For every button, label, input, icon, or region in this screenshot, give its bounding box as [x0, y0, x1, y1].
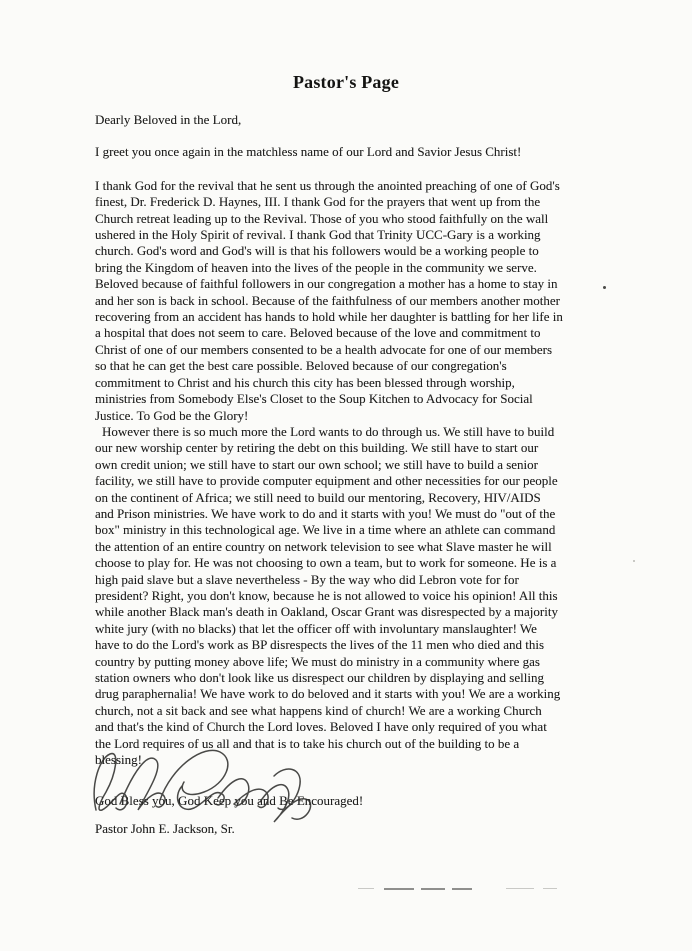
- text-line: finest, Dr. Frederick D. Haynes, III. I thank God for the prayers that went up from the: [95, 194, 541, 210]
- text-line: country by putting money above life; We must do ministry in a community where gas: [95, 653, 540, 669]
- text-line: Church retreat leading up to the Revival. Those of you who stood faithfully on the wall: [95, 210, 549, 226]
- text-line: Beloved because of faithful followers in our congregation a mother has a home to stay in: [95, 276, 558, 292]
- text-line: choose to play for. He was not choosing to own a team, but to work for someone. He is a: [95, 555, 557, 571]
- text-line: our new worship center by retiring the debt on this building. We still have to start our: [95, 440, 539, 456]
- text-line: high paid slave but a slave nevertheless - By the way who did Lebron vote for for: [95, 571, 519, 587]
- paragraph-thanksgiving: [95, 178, 610, 424]
- text-line: However there is so much more the Lord wants to do through us. We still have to build: [102, 423, 555, 439]
- signer-name: Pastor John E. Jackson, Sr.: [95, 820, 235, 836]
- text-line: commitment to Christ and his church this city has been blessed through worship,: [95, 374, 515, 390]
- text-line: and that's the kind of Church the Lord loves. Beloved I have only required of you what: [95, 719, 547, 735]
- text-line: box" ministry in this technological age. We live in a time where an athlete can command: [95, 522, 556, 538]
- closing-line: God Bless you, God Keep you and Be Encouraged!: [95, 793, 364, 809]
- text-line: facility, we still have to provide computer equipment and other necessities for our people: [95, 473, 558, 489]
- text-line: I thank God for the revival that he sent us through the anointed preaching of one of God's: [95, 177, 560, 193]
- text-line: church. God's word and God's will is that his followers would be a working people to: [95, 243, 539, 259]
- text-line: drug paraphernalia! We have work to do beloved and it starts with you! We are a working: [95, 686, 561, 702]
- salutation: Dearly Beloved in the Lord,: [95, 112, 242, 127]
- text-line: church, not a sit back and see what happens kind of church! We are a working Church: [95, 702, 542, 718]
- greeting-line: I greet you once again in the matchless name of our Lord and Savior Jesus Christ!: [95, 144, 522, 160]
- text-line: ushered in the Holy Spirit of revival. I thank God that Trinity UCC-Gary is a working: [95, 227, 541, 243]
- text-line: the attention of an entire country on network television to see what Slave master he will: [95, 538, 552, 554]
- text-line: president? Right, you don't know, because he is not allowed to voice his opinion! All this: [95, 587, 558, 603]
- text-line: bring the Kingdom of heaven into the lives of the people in the community we serve.: [95, 259, 537, 275]
- text-line: Justice. To God be the Glory!: [95, 407, 249, 423]
- text-line: and Prison ministries. We have work to do and it starts with you! We must do "out of the: [95, 505, 556, 521]
- text-line: while another Black man's death in Oakland, Oscar Grant was disrespected by a majority: [95, 604, 558, 620]
- text-line: white jury (with no blacks) that let the officer off with involuntary manslaughter! We: [95, 620, 537, 636]
- text-line: and her son is back in school. Because of the faithfulness of our members another mother: [95, 292, 560, 308]
- text-line: so that he can get the best care possible. Beloved because of our congregation's: [95, 358, 507, 374]
- scan-speck: [603, 286, 606, 289]
- paragraph-work-ahead: [95, 424, 610, 769]
- text-line: the Lord requires of us all and that is to take his church out of the building to be a: [95, 735, 520, 751]
- text-line: blessing!: [95, 752, 142, 768]
- letter-body: [95, 112, 610, 837]
- scan-speck: [633, 560, 635, 562]
- page-title: Pastor's Page: [292, 72, 400, 92]
- text-line: ministries from Somebody Else's Closet to the Soup Kitchen to Advocacy for Social: [95, 391, 533, 407]
- text-line: a hospital that does not seem to care. Beloved because of the love and commitment to: [95, 325, 541, 341]
- text-line: recovering from an accident has hands to hold while her daughter is battling for her life in: [95, 309, 563, 325]
- scan-artifact-dashes: [0, 887, 692, 891]
- text-line: Christ of one of our members consented to be a health advocate for one of our members: [95, 341, 553, 357]
- text-line: have to do the Lord's work as BP disrespects the lives of the 11 men who died and this: [95, 637, 545, 653]
- text-line: station owners who don't look like us disrespect our children by displaying and selling: [95, 670, 544, 685]
- text-line: own credit union; we still have to start our own school; we still have to build a senior: [95, 456, 539, 472]
- text-line: on the continent of Africa; we still need to build our mentoring, Recovery, HIV/AIDS: [95, 489, 541, 505]
